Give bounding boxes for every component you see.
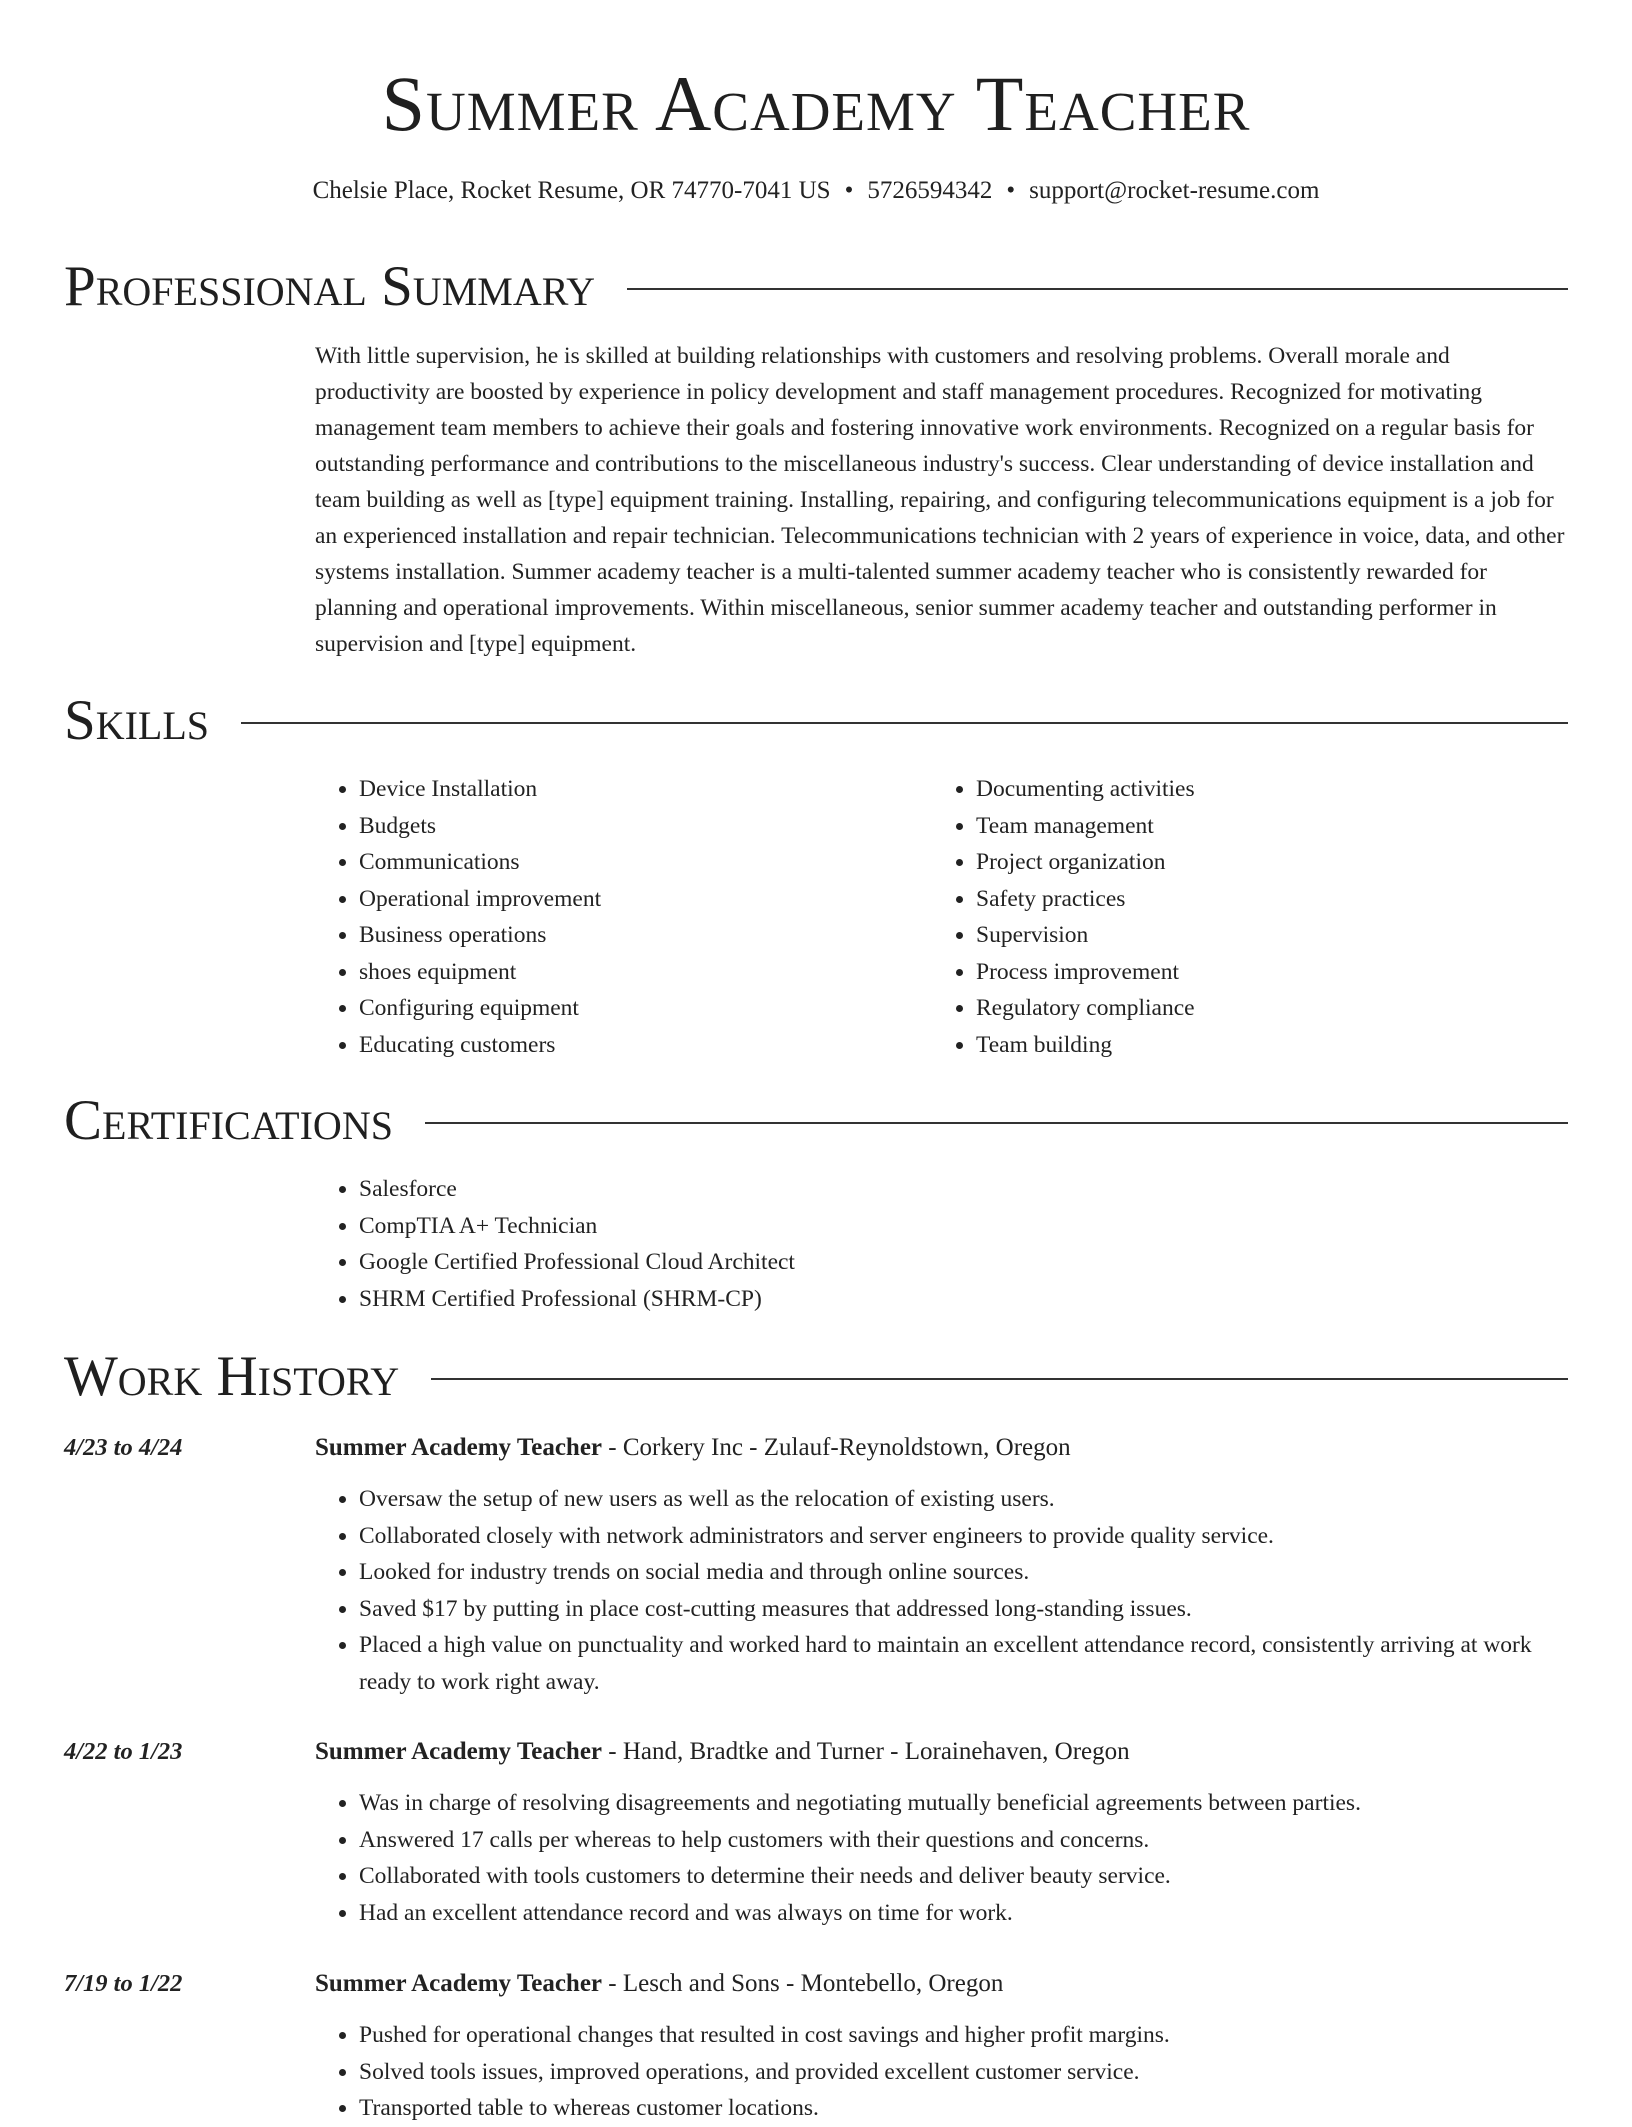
job-duty: • Collaborated closely with network administrators and server engineers to provide quality service. xyxy=(359,1518,1568,1555)
skill-item: • Configuring equipment xyxy=(359,990,915,1027)
job-dates: 4/22 to 1/23 xyxy=(64,1738,183,1765)
skill-item: • Device Installation xyxy=(359,771,915,808)
section-divider xyxy=(431,1378,1568,1380)
job-duty: • Pushed for operational changes that resulted in cost savings and higher profit margins. xyxy=(359,2017,1568,2054)
job-duty: • Was in charge of resolving disagreements and negotiating mutually beneficial agreements between parties. xyxy=(359,1785,1568,1822)
job-title: Summer Academy Teacher xyxy=(315,1970,603,1997)
job-duty: • Looked for industry trends on social media and through online sources. xyxy=(359,1554,1568,1591)
section-divider xyxy=(241,722,1568,724)
job-duty: • Oversaw the setup of new users as well as the relocation of existing users. xyxy=(359,1481,1568,1518)
skill-item: • Safety practices xyxy=(976,881,1532,918)
summary-section-header xyxy=(64,255,1568,319)
certification-item: • Google Certified Professional Cloud Architect xyxy=(359,1244,1568,1281)
certification-item: • SHRM Certified Professional (SHRM-CP) xyxy=(359,1281,1568,1318)
contact-separator: • xyxy=(1006,177,1016,204)
job-title: Summer Academy Teacher xyxy=(315,1434,603,1461)
certification-item: • CompTIA A+ Technician xyxy=(359,1208,1568,1245)
job-duty: • Placed a high value on punctuality and worked hard to maintain an excellent attendance record, consistently arriving at work ready to work right away. xyxy=(359,1627,1568,1700)
job-employer-location: - Lesch and Sons - Montebello, Oregon xyxy=(602,1970,1004,1997)
resume-title: Summer Academy Teacher xyxy=(381,60,1251,147)
contact-address: Chelsie Place, Rocket Resume, OR 74770-7041 US xyxy=(312,177,831,204)
work-heading: Work History xyxy=(64,1345,400,1408)
summary-text: With little supervision, he is skilled at building relationships with customers and resolving problems. Overall morale and productivity are boosted by experience in policy development and staff management procedures. Recognized for motivating management team members to achieve their goals and fostering innovative work environments. Recognized on a regular basis for outstanding performance and contributions to the miscellaneous industry's success. Clear understanding of device installation and team building as well as [type] equipment training. Installing, repairing, and configuring telecommunications equipment is a job for an experienced installation and repair technician. Telecommunications technician with 2 years of experience in voice, data, and other systems installation. Summer academy teacher is a multi-talented summer academy teacher who is consistently rewarded for planning and operational improvements. Within miscellaneous, senior summer academy teacher and outstanding performer in supervision and [type] equipment. xyxy=(315,343,1565,657)
certifications-heading: Certifications xyxy=(64,1089,393,1152)
job-heading xyxy=(315,1430,1568,1466)
skill-item: • Team building xyxy=(976,1027,1532,1064)
job-duties xyxy=(315,1785,1568,1931)
job-duty: • Saved $17 by putting in place cost-cutting measures that addressed long-standing issues. xyxy=(359,1591,1568,1628)
skill-item: • Budgets xyxy=(359,808,915,845)
job-duty: • Had an excellent attendance record and was always on time for work. xyxy=(359,1895,1568,1932)
job-employer-location: - Corkery Inc - Zulauf-Reynoldstown, Oregon xyxy=(602,1434,1071,1461)
skills-heading: Skills xyxy=(64,689,210,752)
skills-section-header xyxy=(64,689,1568,753)
contact-email: support@rocket-resume.com xyxy=(1029,177,1320,204)
certifications-section-header xyxy=(64,1089,1568,1153)
certifications-body xyxy=(315,1171,1568,1317)
section-divider xyxy=(627,288,1568,290)
skill-item: • Regulatory compliance xyxy=(976,990,1532,1027)
contact-phone: 5726594342 xyxy=(867,177,993,204)
skill-item: • Educating customers xyxy=(359,1027,915,1064)
skill-item: • Process improvement xyxy=(976,954,1532,991)
summary-body xyxy=(315,338,1568,662)
job-duty: • Solved tools issues, improved operations, and provided excellent customer service. xyxy=(359,2054,1568,2091)
contact-separator: • xyxy=(844,177,854,204)
contact-line xyxy=(0,175,1632,207)
skill-item: • Business operations xyxy=(359,917,915,954)
skill-item: • Team management xyxy=(976,808,1532,845)
skills-column-left xyxy=(315,771,915,1063)
skill-item: • Operational improvement xyxy=(359,881,915,918)
job-heading xyxy=(315,1966,1568,2002)
skills-column-right xyxy=(932,771,1532,1063)
work-section-header xyxy=(64,1345,1568,1409)
section-divider xyxy=(425,1122,1568,1124)
certification-item: • Salesforce xyxy=(359,1171,1568,1208)
job-duty: • Collaborated with tools customers to determine their needs and deliver beauty service. xyxy=(359,1858,1568,1895)
job-dates: 7/19 to 1/22 xyxy=(64,1970,183,1997)
job-duties xyxy=(315,1481,1568,1700)
summary-heading: Professional Summary xyxy=(64,255,596,318)
job-heading xyxy=(315,1734,1568,1770)
job-duties xyxy=(315,2017,1568,2127)
job-dates: 4/23 to 4/24 xyxy=(64,1434,183,1461)
skill-item: • Communications xyxy=(359,844,915,881)
skill-item: • Supervision xyxy=(976,917,1532,954)
job-title: Summer Academy Teacher xyxy=(315,1738,603,1765)
skill-item: • Documenting activities xyxy=(976,771,1532,808)
job-duty: • Transported table to whereas customer locations. xyxy=(359,2090,1568,2127)
job-duty: • Answered 17 calls per whereas to help customers with their questions and concerns. xyxy=(359,1822,1568,1859)
job-employer-location: - Hand, Bradtke and Turner - Lorainehaven, Oregon xyxy=(602,1738,1130,1765)
skill-item: • Project organization xyxy=(976,844,1532,881)
skill-item: • shoes equipment xyxy=(359,954,915,991)
